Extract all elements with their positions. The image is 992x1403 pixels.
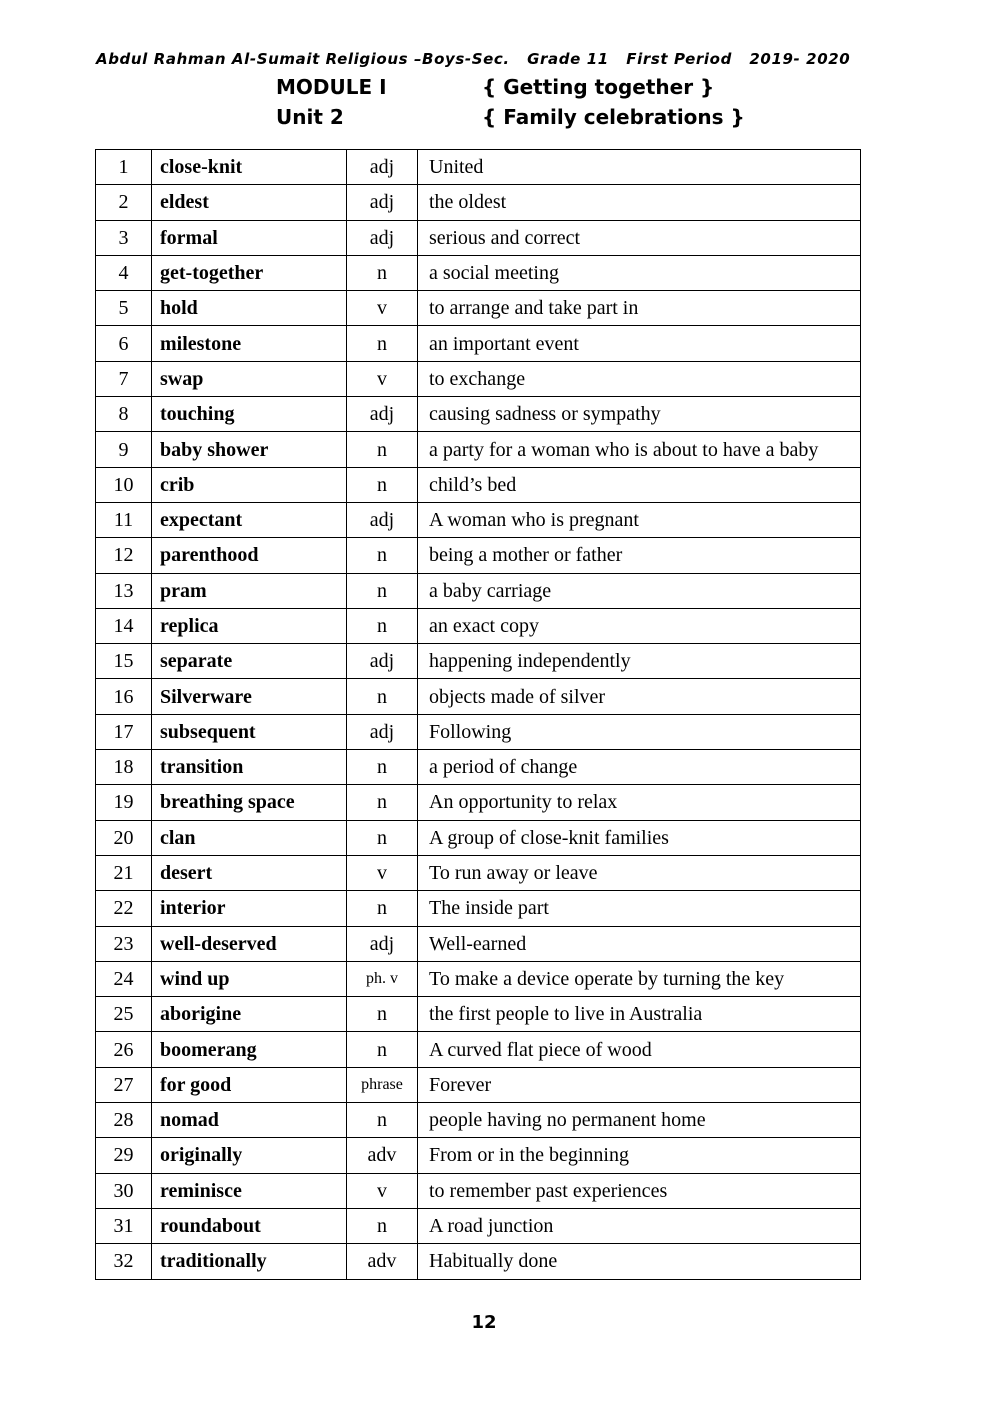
entry-part-of-speech: n (347, 573, 418, 608)
table-row (96, 467, 861, 502)
table-row (96, 573, 861, 608)
entry-definition: A woman who is pregnant (418, 502, 861, 537)
entry-number: 29 (96, 1138, 152, 1173)
entry-definition: a period of change (418, 750, 861, 785)
entry-word: formal (152, 220, 347, 255)
entry-word: traditionally (152, 1244, 347, 1279)
entry-word: baby shower (152, 432, 347, 467)
entry-part-of-speech: n (347, 679, 418, 714)
entry-part-of-speech: v (347, 1173, 418, 1208)
entry-definition: the first people to live in Australia (418, 997, 861, 1032)
entry-number: 14 (96, 608, 152, 643)
entry-word: transition (152, 750, 347, 785)
entry-word: get-together (152, 255, 347, 290)
entry-part-of-speech: adv (347, 1244, 418, 1279)
entry-number: 24 (96, 961, 152, 996)
table-row (96, 644, 861, 679)
entry-definition: The inside part (418, 891, 861, 926)
entry-part-of-speech: v (347, 855, 418, 890)
unit-label: Unit 2 (276, 105, 344, 129)
table-row (96, 150, 861, 185)
entry-number: 12 (96, 538, 152, 573)
entry-number: 22 (96, 891, 152, 926)
entry-number: 20 (96, 820, 152, 855)
vocabulary-table-body (96, 150, 861, 1280)
table-row (96, 1032, 861, 1067)
entry-definition: A road junction (418, 1208, 861, 1243)
entry-number: 3 (96, 220, 152, 255)
entry-number: 2 (96, 185, 152, 220)
table-row (96, 1103, 861, 1138)
entry-word: interior (152, 891, 347, 926)
entry-word: clan (152, 820, 347, 855)
table-row (96, 997, 861, 1032)
entry-word: hold (152, 291, 347, 326)
table-row (96, 961, 861, 996)
table-row (96, 397, 861, 432)
entry-word: swap (152, 361, 347, 396)
entry-definition: A curved flat piece of wood (418, 1032, 861, 1067)
entry-part-of-speech: adj (347, 714, 418, 749)
entry-number: 31 (96, 1208, 152, 1243)
entry-number: 16 (96, 679, 152, 714)
entry-word: close-knit (152, 150, 347, 185)
table-row (96, 1138, 861, 1173)
table-row (96, 432, 861, 467)
entry-part-of-speech: n (347, 750, 418, 785)
entry-number: 15 (96, 644, 152, 679)
entry-number: 13 (96, 573, 152, 608)
table-row (96, 926, 861, 961)
table-row (96, 538, 861, 573)
entry-part-of-speech: adj (347, 150, 418, 185)
table-row (96, 855, 861, 890)
entry-number: 9 (96, 432, 152, 467)
entry-word: originally (152, 1138, 347, 1173)
entry-definition: being a mother or father (418, 538, 861, 573)
document-header: Abdul Rahman Al-Sumait Religious –Boys-Sec. Grade 11 First Period 2019- 2020 (96, 50, 851, 68)
entry-part-of-speech: n (347, 820, 418, 855)
entry-definition: Well-earned (418, 926, 861, 961)
entry-number: 28 (96, 1103, 152, 1138)
entry-part-of-speech: n (347, 1103, 418, 1138)
entry-definition: an exact copy (418, 608, 861, 643)
entry-part-of-speech: v (347, 361, 418, 396)
table-row (96, 820, 861, 855)
entry-part-of-speech: n (347, 255, 418, 290)
entry-word: Silverware (152, 679, 347, 714)
entry-part-of-speech: n (347, 608, 418, 643)
entry-word: wind up (152, 961, 347, 996)
entry-part-of-speech: n (347, 326, 418, 361)
entry-definition: To make a device operate by turning the key (418, 961, 861, 996)
entry-part-of-speech: adj (347, 185, 418, 220)
table-row (96, 891, 861, 926)
entry-part-of-speech: n (347, 997, 418, 1032)
table-row (96, 185, 861, 220)
entry-part-of-speech: ph. v (347, 961, 418, 996)
table-row (96, 1173, 861, 1208)
entry-word: well-deserved (152, 926, 347, 961)
entry-definition: Habitually done (418, 1244, 861, 1279)
entry-part-of-speech: n (347, 538, 418, 573)
table-row (96, 1244, 861, 1279)
entry-word: nomad (152, 1103, 347, 1138)
entry-number: 21 (96, 855, 152, 890)
entry-word: separate (152, 644, 347, 679)
page-number: 12 (471, 1312, 497, 1333)
entry-definition: From or in the beginning (418, 1138, 861, 1173)
entry-definition: An opportunity to relax (418, 785, 861, 820)
entry-word: for good (152, 1067, 347, 1102)
entry-word: desert (152, 855, 347, 890)
table-row (96, 1208, 861, 1243)
entry-number: 4 (96, 255, 152, 290)
entry-part-of-speech: v (347, 291, 418, 326)
entry-word: touching (152, 397, 347, 432)
entry-definition: to exchange (418, 361, 861, 396)
entry-word: breathing space (152, 785, 347, 820)
entry-number: 6 (96, 326, 152, 361)
entry-definition: to arrange and take part in (418, 291, 861, 326)
entry-definition: a party for a woman who is about to have a baby (418, 432, 861, 467)
entry-word: aborigine (152, 997, 347, 1032)
entry-word: crib (152, 467, 347, 502)
table-row (96, 1067, 861, 1102)
entry-number: 5 (96, 291, 152, 326)
entry-word: milestone (152, 326, 347, 361)
entry-definition: a baby carriage (418, 573, 861, 608)
unit-theme: { Family celebrations } (482, 105, 745, 129)
entry-definition: the oldest (418, 185, 861, 220)
entry-part-of-speech: n (347, 785, 418, 820)
entry-word: replica (152, 608, 347, 643)
entry-number: 27 (96, 1067, 152, 1102)
entry-number: 19 (96, 785, 152, 820)
entry-part-of-speech: n (347, 467, 418, 502)
entry-definition: an important event (418, 326, 861, 361)
module-theme: { Getting together } (482, 75, 715, 99)
entry-definition: United (418, 150, 861, 185)
table-row (96, 714, 861, 749)
entry-part-of-speech: phrase (347, 1067, 418, 1102)
entry-number: 30 (96, 1173, 152, 1208)
entry-part-of-speech: adv (347, 1138, 418, 1173)
entry-number: 7 (96, 361, 152, 396)
entry-part-of-speech: n (347, 1208, 418, 1243)
entry-word: roundabout (152, 1208, 347, 1243)
table-row (96, 608, 861, 643)
entry-part-of-speech: adj (347, 220, 418, 255)
entry-word: eldest (152, 185, 347, 220)
entry-definition: To run away or leave (418, 855, 861, 890)
entry-definition: Forever (418, 1067, 861, 1102)
entry-definition: Following (418, 714, 861, 749)
entry-definition: happening independently (418, 644, 861, 679)
entry-word: reminisce (152, 1173, 347, 1208)
entry-part-of-speech: n (347, 432, 418, 467)
entry-number: 26 (96, 1032, 152, 1067)
entry-number: 10 (96, 467, 152, 502)
entry-word: boomerang (152, 1032, 347, 1067)
entry-word: subsequent (152, 714, 347, 749)
entry-number: 32 (96, 1244, 152, 1279)
entry-part-of-speech: adj (347, 397, 418, 432)
module-label: MODULE I (276, 75, 387, 99)
table-row (96, 326, 861, 361)
table-row (96, 785, 861, 820)
entry-definition: child’s bed (418, 467, 861, 502)
entry-number: 25 (96, 997, 152, 1032)
entry-word: parenthood (152, 538, 347, 573)
entry-part-of-speech: n (347, 891, 418, 926)
table-row (96, 220, 861, 255)
entry-number: 1 (96, 150, 152, 185)
table-row (96, 679, 861, 714)
vocabulary-table (95, 149, 861, 1280)
entry-definition: a social meeting (418, 255, 861, 290)
entry-word: pram (152, 573, 347, 608)
entry-number: 11 (96, 502, 152, 537)
entry-definition: serious and correct (418, 220, 861, 255)
table-row (96, 291, 861, 326)
entry-part-of-speech: n (347, 1032, 418, 1067)
entry-number: 17 (96, 714, 152, 749)
entry-definition: objects made of silver (418, 679, 861, 714)
table-row (96, 361, 861, 396)
entry-definition: people having no permanent home (418, 1103, 861, 1138)
entry-definition: A group of close-knit families (418, 820, 861, 855)
table-row (96, 750, 861, 785)
entry-number: 23 (96, 926, 152, 961)
entry-definition: causing sadness or sympathy (418, 397, 861, 432)
table-row (96, 502, 861, 537)
entry-number: 8 (96, 397, 152, 432)
entry-word: expectant (152, 502, 347, 537)
entry-part-of-speech: adj (347, 644, 418, 679)
entry-part-of-speech: adj (347, 926, 418, 961)
entry-part-of-speech: adj (347, 502, 418, 537)
table-row (96, 255, 861, 290)
entry-number: 18 (96, 750, 152, 785)
entry-definition: to remember past experiences (418, 1173, 861, 1208)
